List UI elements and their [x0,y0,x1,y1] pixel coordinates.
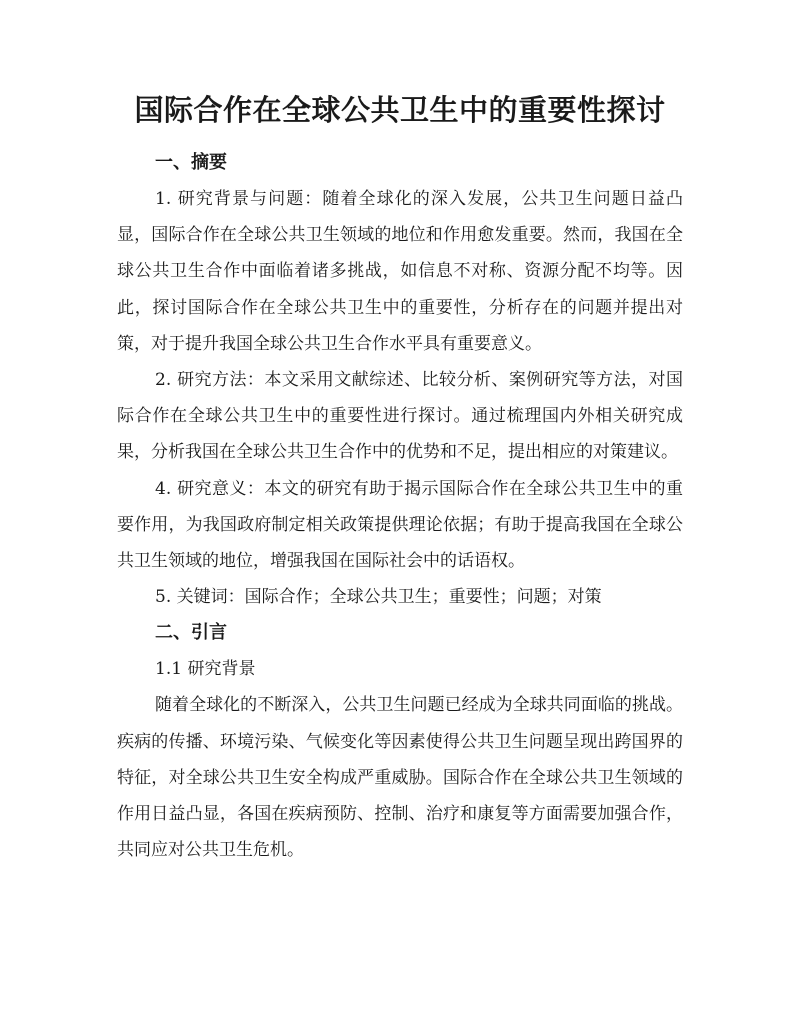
document-body [117,145,683,868]
abstract-paragraph-keywords: 5. 关键词：国际合作；全球公共卫生；重要性；问题；对策 [155,587,602,608]
section-heading-abstract: 一、摘要 [155,152,227,173]
subsection-heading-background: 1.1 研究背景 [155,659,256,680]
abstract-paragraph-significance: 4. 研究意义：本文的研究有助于揭示国际合作在全球公共卫生中的重要作用，为我国政府制定相关政策提供理论依据；有助于提高我国在全球公共卫生领域的地位，增强我国在国际社会中的话语权。 [117,478,683,572]
document-title: 国际合作在全球公共卫生中的重要性探讨 [134,93,666,127]
abstract-paragraph-methods: 2. 研究方法：本文采用文献综述、比较分析、案例研究等方法，对国际合作在全球公共卫生中的重要性进行探讨。通过梳理国内外相关研究成果，分析我国在全球公共卫生合作中的优势和不足，提出相应的对策建议。 [117,370,683,463]
abstract-paragraph-background: 1. 研究背景与问题：随着全球化的深入发展，公共卫生问题日益凸显，国际合作在全球公共卫生领域的地位和作用愈发重要。然而，我国在全球公共卫生合作中面临着诸多挑战，如信息不对称、资源分配不均等。因此，探讨国际合作在全球公共卫生中的重要性，分析存在的问题并提出对策，对于提升我国全球公共卫生合作水平具有重要意义。 [117,189,683,354]
introduction-paragraph: 随着全球化的不断深入，公共卫生问题已经成为全球共同面临的挑战。疾病的传播、环境污染、气候变化等因素使得公共卫生问题呈现出跨国界的特征，对全球公共卫生安全构成严重威胁。国际合作在全球公共卫生领域的作用日益凸显，各国在疾病预防、控制、治疗和康复等方面需要加强合作，共同应对公共卫生危机。 [117,695,683,861]
section-heading-introduction: 二、引言 [155,622,227,644]
